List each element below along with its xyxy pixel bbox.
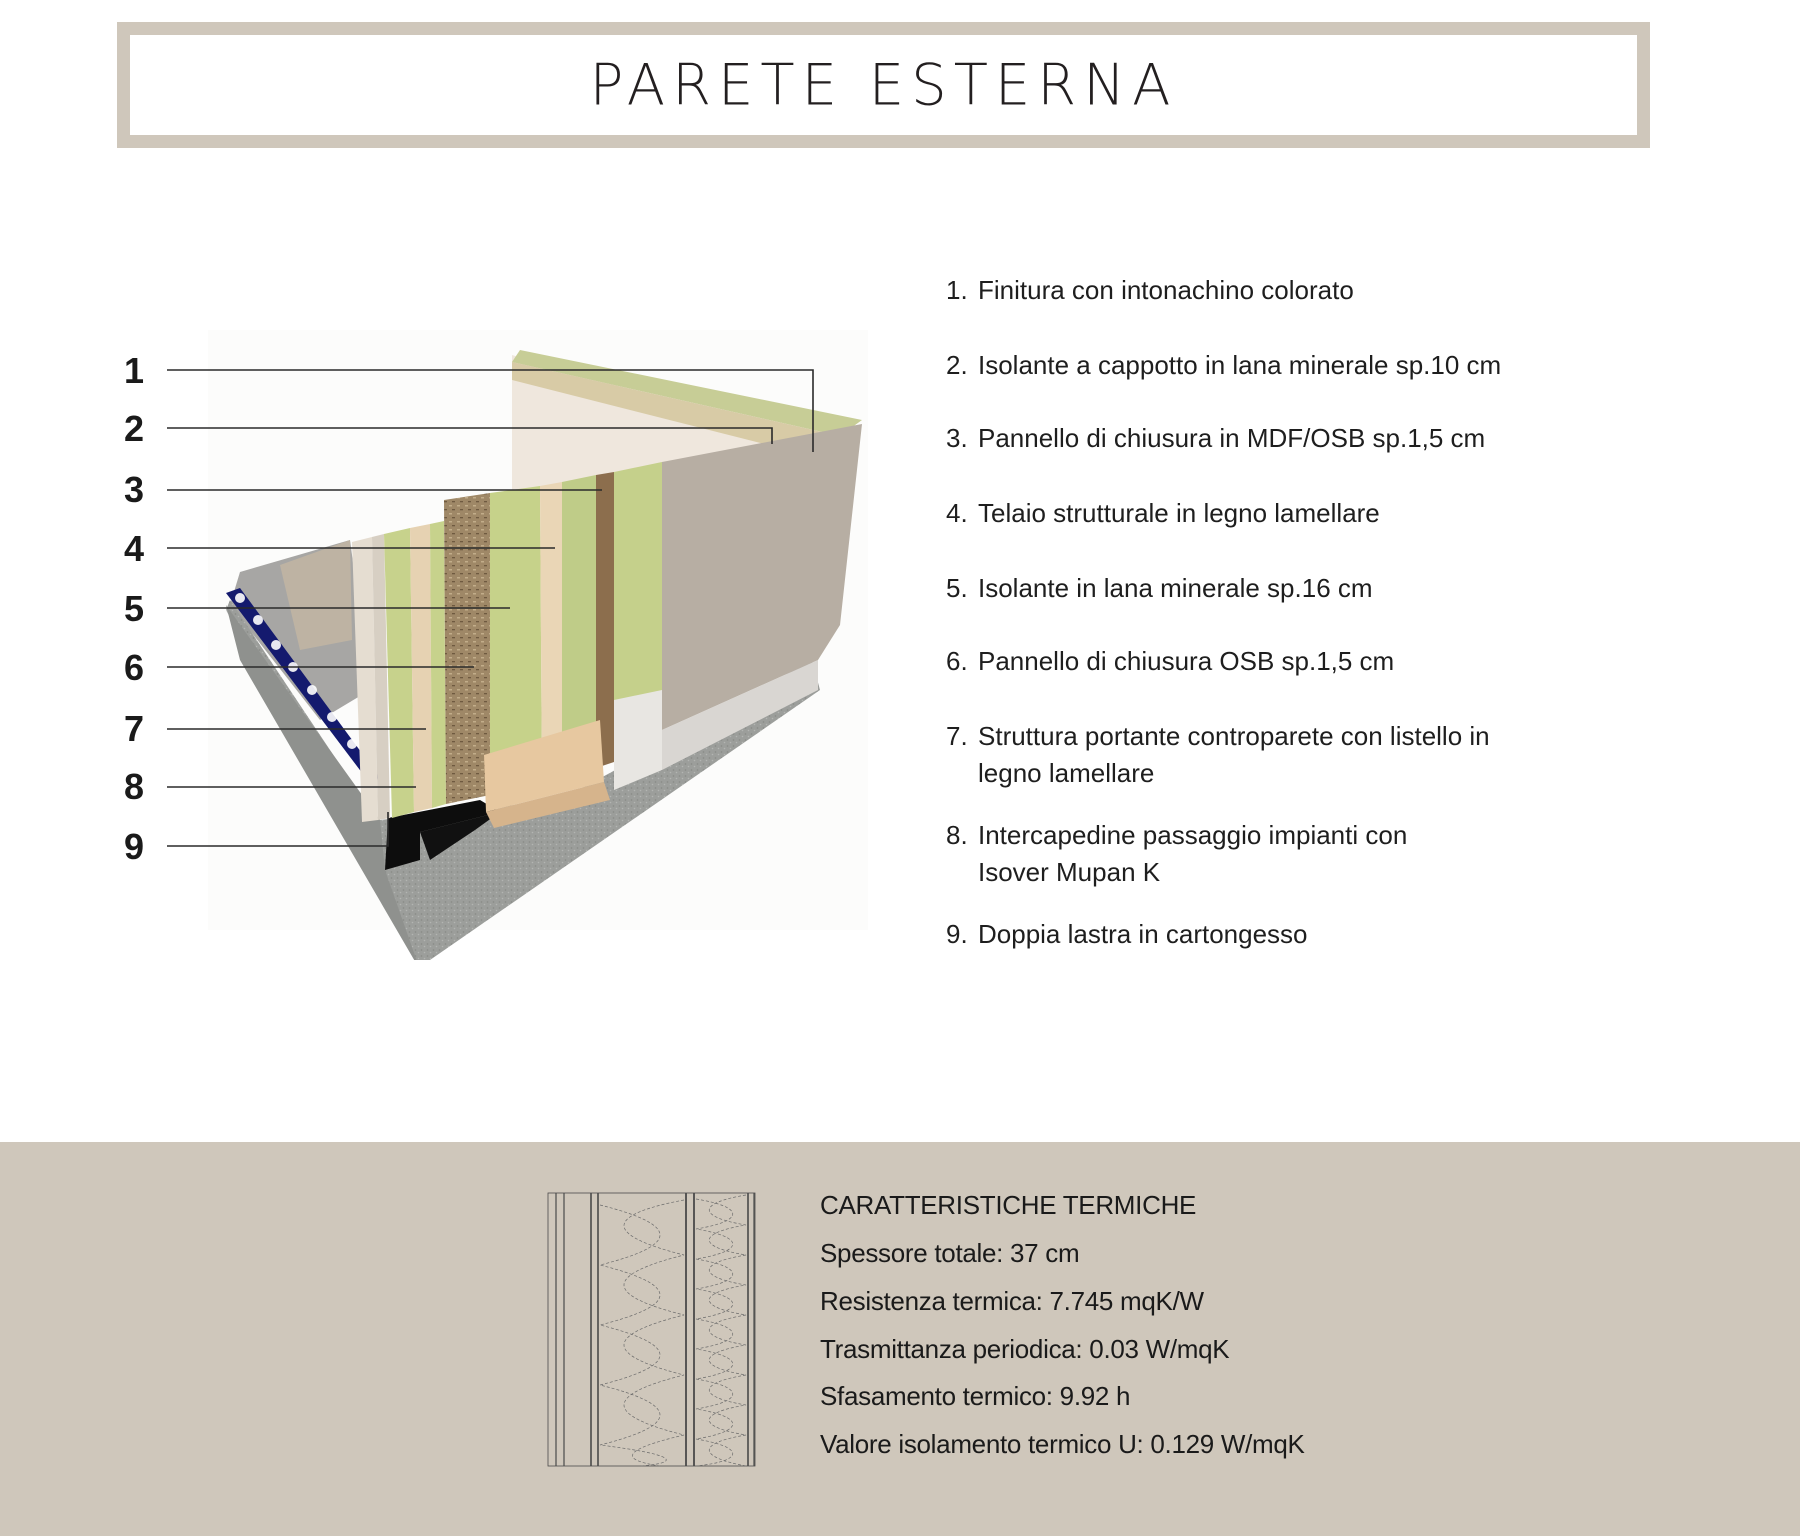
thermal-phase-shift: Sfasamento termico: 9.92 h [820,1381,1131,1411]
legend-item-text: Pannello di chiusura in MDF/OSB sp.1,5 cm [978,423,1486,453]
legend-item-5: 5. Isolante in lana minerale sp.16 cm [946,573,1373,603]
legend-item-text: Pannello di chiusura OSB sp.1,5 cm [978,646,1395,676]
legend-item-text: Telaio strutturale in legno lamellare [978,498,1380,528]
page-title: PARETE ESTERNA [589,51,1178,119]
legend-item-text: Doppia lastra in cartongesso [978,919,1308,949]
legend-item-7: 7. Struttura portante controparete con listello in legno lamellare [946,718,1490,792]
legend-item-1: 1. Finitura con intonachino colorato [946,275,1354,305]
thermal-periodic-transmittance: Trasmittanza periodica: 0.03 W/mqK [820,1334,1230,1364]
legend-item-continuation: legno lamellare [978,758,1155,788]
legend-item-2: 2. Isolante a cappotto in lana minerale sp.10 cm [946,350,1502,380]
callout-number-2: 2 [123,408,145,449]
callout-number-9: 9 [123,826,145,867]
wall-cross-section-drawing [540,1185,770,1475]
thermal-resistance: Resistenza termica: 7.745 mqK/W [820,1286,1204,1316]
legend-item-text: Struttura portante controparete con listello in [978,721,1490,751]
legend-item-text: Isolante a cappotto in lana minerale sp.10 cm [978,350,1502,380]
legend-item-9: 9. Doppia lastra in cartongesso [946,919,1308,949]
callout-number-1: 1 [123,350,145,391]
legend-item-text: Isolante in lana minerale sp.16 cm [978,573,1373,603]
legend-item-4: 4. Telaio strutturale in legno lamellare [946,498,1380,528]
legend-item-continuation: Isover Mupan K [978,857,1161,887]
thermal-total-thickness: Spessore totale: 37 cm [820,1238,1080,1268]
legend-item-text: Finitura con intonachino colorato [978,275,1354,305]
callout-number-8: 8 [123,766,145,807]
callout-number-5: 5 [123,588,145,629]
thermal-heading: CARATTERISTICHE TERMICHE [820,1190,1197,1220]
callout-number-3: 3 [123,469,145,510]
legend-item-3: 3. Pannello di chiusura in MDF/OSB sp.1,5 cm [946,423,1486,453]
thermal-u-value: Valore isolamento termico U: 0.129 W/mqK [820,1429,1305,1459]
callout-number-7: 7 [123,708,145,749]
callout-number-6: 6 [123,647,145,688]
callout-number-4: 4 [123,528,145,569]
legend-item-6: 6. Pannello di chiusura OSB sp.1,5 cm [946,646,1395,676]
legend-item-8: 8. Intercapedine passaggio impianti con Isover Mupan K [946,817,1407,891]
legend-item-text: Intercapedine passaggio impianti con [978,820,1408,850]
